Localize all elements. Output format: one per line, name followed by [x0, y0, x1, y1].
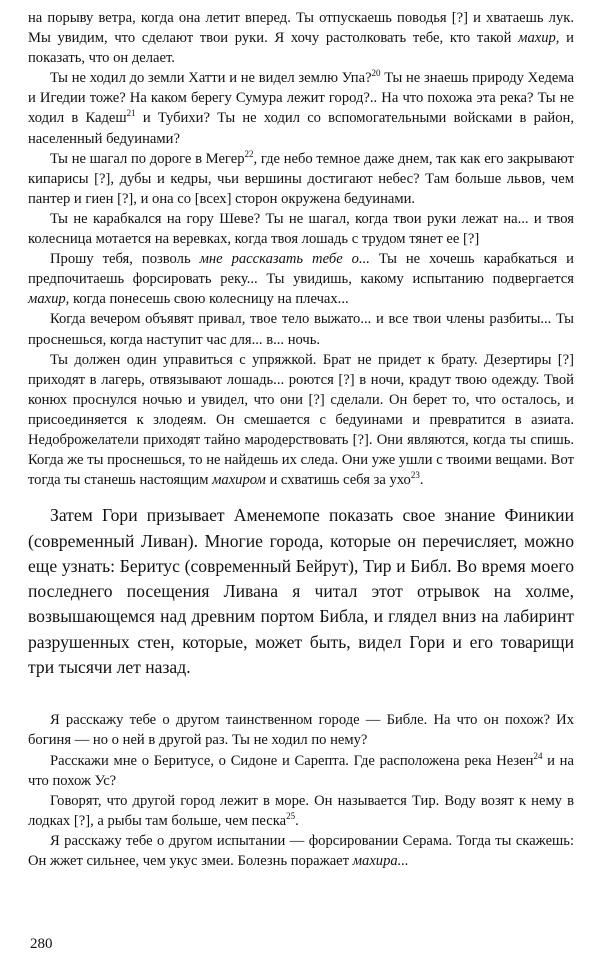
text-run: Ты не хочешь карабкаться и предпочитаешь форсировать реку... Ты увидишь, какому испытанию подвергается	[28, 251, 574, 288]
quote-paragraph	[28, 8, 574, 68]
footnote-ref: 24	[533, 750, 543, 761]
italic-term: мне рассказать тебе о...	[199, 251, 370, 268]
quote-paragraph	[28, 831, 574, 871]
footnote-ref: 23	[410, 470, 420, 481]
text-run: на порыву ветра, когда она летит вперед. Ты отпускаешь поводья [?] и хватаешь лук. Мы увидим, что сделают твои руки. Я хочу растолковать тебе, кто такой	[28, 10, 574, 47]
text-run: и схватишь себя за ухо	[265, 472, 411, 489]
text-run: и на что похож Ус?	[28, 752, 574, 789]
text-run: Прошу тебя, позволь	[50, 251, 200, 268]
text-run: Ты должен один управиться с упряжкой. Брат не придет к брату. Дезертиры [?] приходят в лагерь, отвязывают лошадь... роются [?] в ночи, крадут твою одежду. Твой конюх проснулся ночью и увидел, что они [?] сделали. Он берет то, что осталось, и присоединяется к злодеям. Он смешается с бедуинами и превратится в азиата. Недоброжелатели приходят тайно мародерствовать [?]. Они являются, когда ты спишь. Когда же ты проснешься, то не найдешь их следа. Они уже ушли с твоими вещами. Вот тогда ты станешь настоящим	[28, 351, 574, 489]
quote-paragraph	[28, 68, 574, 148]
text-run: Я расскажу тебе о другом таинственном городе — Библе. На что он похож? Их богиня — но о ней в другой раз. Ты не ходил по нему?	[28, 712, 574, 749]
quote-paragraph	[28, 209, 574, 249]
italic-term: махир,	[518, 30, 560, 47]
main-paragraph: Затем Гори призывает Аменемопе показать свое знание Финикии (современный Ливан). Многие города, которые он перечисляет, можно еще узнать: Беритус (современный Бейрут), Тир и Библ. Во время моего последнего посещения Ливана я читал этот отрывок на холме, возвышающемся над древним портом Библа, и глядел вниз на лабиринт разрушенных стен, которые, может быть, видел Гори и его товарищи три тысячи лет назад.	[28, 505, 574, 678]
text-run: Ты не карабкался на гору Шеве? Ты не шагал, когда твои руки лежат на... и твоя колесница мотается на веревках, когда твоя лошадь с трудом тянет ее [?]	[28, 210, 574, 248]
page-number: 280	[30, 936, 53, 952]
text-run: Ты не знаешь природу Хедема и Игедии тоже? На каком берегу Сумура лежит город?.. На что похожа эта река? Ты не ходил в Кадеш	[28, 70, 574, 127]
quote-paragraph	[28, 149, 574, 209]
footnote-ref: 20	[371, 68, 381, 79]
text-run: и показать, что он делает.	[28, 30, 574, 67]
quote-paragraph	[28, 350, 574, 491]
italic-term: махиром	[212, 472, 266, 489]
footnote-ref: 21	[126, 108, 136, 119]
text-run: , где небо темное даже днем, так как его закрывают кипарисы [?], дубы и кедры, чьи вершины достигают небес? Там больше львов, чем пантер и гиен [?], и она со [всех] сторон окружена бедуинами.	[28, 150, 574, 207]
text-run: .	[295, 812, 299, 829]
footnote-ref: 22	[244, 148, 254, 159]
book-page	[28, 8, 574, 871]
footnote-ref: 25	[286, 810, 296, 821]
italic-term: махира...	[352, 852, 409, 869]
text-run: Когда вечером объявят привал, твое тело выжато... и все твои члены разбиты... Ты проснешься, когда наступит час для... в... ночь.	[28, 311, 574, 348]
text-run: Ты не шагал по дороге в Мегер	[50, 150, 245, 167]
text-run: когда понесешь свою колесницу на плечах...	[69, 291, 349, 308]
quote-paragraph	[28, 249, 574, 309]
quoted-text-bottom	[28, 710, 574, 871]
text-run: .	[419, 472, 424, 489]
quote-paragraph	[28, 791, 574, 831]
quote-paragraph	[28, 309, 574, 349]
text-run: Я расскажу тебе о другом испытании — форсировании Серама. Тогда ты скажешь: Он жжет сильнее, чем укус змеи. Болезнь поражает	[28, 832, 574, 869]
text-run: Говорят, что другой город лежит в море. Он называется Тир. Воду возят к нему в лодках [?], а рыбы там больше, чем песка	[28, 792, 574, 829]
quote-paragraph	[28, 710, 574, 750]
quote-paragraph	[28, 751, 574, 791]
quoted-text-top	[28, 8, 574, 490]
italic-term: махир,	[28, 291, 70, 308]
text-run: Ты не ходил до земли Хатти и не видел землю Упа?	[50, 70, 372, 87]
text-run: Расскажи мне о Беритусе, о Сидоне и Сарепта. Где расположена река Незен	[50, 752, 534, 769]
text-run: и Тубихи? Ты не ходил со вспомогательными войсками в район, населенный бедуинами?	[28, 110, 574, 147]
